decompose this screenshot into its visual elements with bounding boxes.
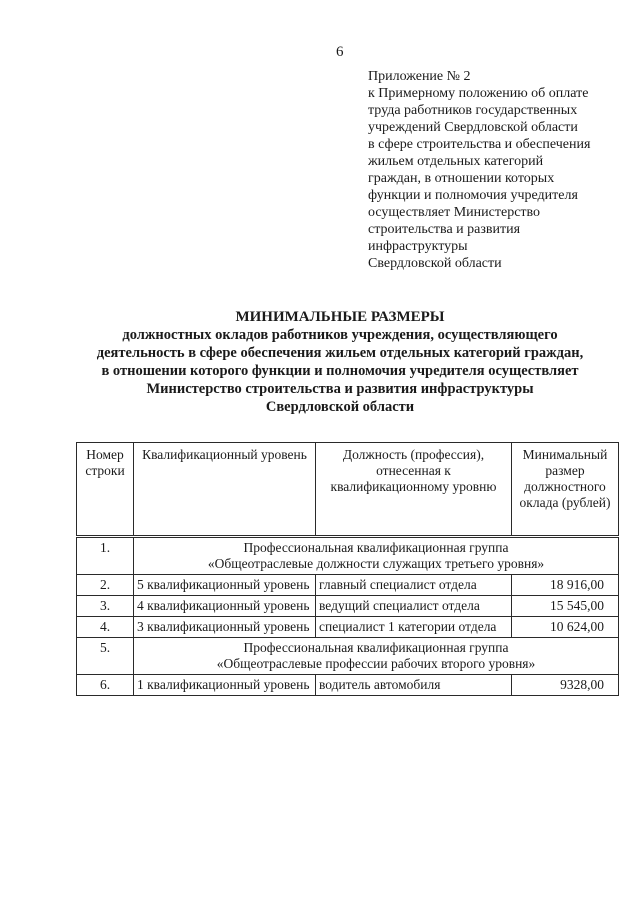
appendix-line: граждан, в отношении которых	[368, 171, 555, 186]
appendix-line: учреждений Свердловской области	[368, 120, 578, 135]
row-level: 3 квалификационный уровень	[134, 617, 316, 638]
appendix-line: Свердловской области	[368, 256, 502, 271]
group-title-line: «Общеотраслевые должности служащих третьего уровня»	[207, 556, 545, 571]
table-row	[77, 675, 619, 696]
title-line: деятельность в сфере обеспечения жильем отдельных категорий граждан,	[96, 345, 584, 361]
group-title	[134, 537, 619, 575]
appendix-line: жильем отдельных категорий	[368, 154, 544, 169]
appendix-line: к Примерному положению об оплате	[368, 86, 589, 101]
row-number: 3.	[77, 596, 134, 617]
appendix-line: осуществляет Министерство	[368, 205, 541, 220]
header-position: Должность (профессия), отнесенная к квалификационному уровню	[316, 443, 512, 537]
appendix-line: труда работников государственных	[368, 103, 578, 118]
document-title	[60, 308, 620, 416]
table-row	[77, 575, 619, 596]
row-level: 5 квалификационный уровень	[134, 575, 316, 596]
appendix-line: инфраструктуры	[368, 239, 468, 254]
page-number: 6	[336, 44, 344, 60]
appendix-line: строительства и развития	[368, 222, 521, 237]
row-number: 1.	[77, 537, 134, 575]
appendix-line: функции и полномочия учредителя	[368, 188, 578, 203]
row-level: 1 квалификационный уровень	[134, 675, 316, 696]
title-line: Министерство строительства и развития инфраструктуры	[146, 381, 534, 397]
row-position: главный специалист отдела	[316, 575, 512, 596]
title-line: Свердловской области	[265, 399, 415, 415]
group-title-line: «Общеотраслевые профессии рабочих второго уровня»	[216, 656, 536, 671]
table-header-row	[77, 443, 619, 537]
row-number: 4.	[77, 617, 134, 638]
row-position: ведущий специалист отдела	[316, 596, 512, 617]
row-salary: 10 624,00	[512, 617, 619, 638]
appendix-block	[368, 68, 638, 272]
row-salary: 18 916,00	[512, 575, 619, 596]
row-number: 6.	[77, 675, 134, 696]
appendix-line: Приложение № 2	[368, 69, 471, 84]
group-title	[134, 638, 619, 675]
title-line: должностных окладов работников учреждения, осуществляющего	[122, 327, 558, 343]
title-main: МИНИМАЛЬНЫЕ РАЗМЕРЫ	[235, 309, 445, 325]
appendix-line: в сфере строительства и обеспечения	[368, 137, 591, 152]
row-position: водитель автомобиля	[316, 675, 512, 696]
row-position: специалист 1 категории отдела	[316, 617, 512, 638]
row-number: 2.	[77, 575, 134, 596]
header-salary: Минимальный размер должностного оклада (рублей)	[512, 443, 619, 537]
header-row-number: Номер строки	[77, 443, 134, 537]
row-salary: 15 545,00	[512, 596, 619, 617]
salary-table	[76, 442, 619, 696]
table-group-row	[77, 638, 619, 675]
table-row	[77, 617, 619, 638]
row-level: 4 квалификационный уровень	[134, 596, 316, 617]
title-line: в отношении которого функции и полномочия учредителя осуществляет	[101, 363, 579, 379]
row-salary: 9328,00	[512, 675, 619, 696]
table-group-row	[77, 537, 619, 575]
header-level: Квалификационный уровень	[134, 443, 316, 537]
table-row	[77, 596, 619, 617]
group-title-line: Профессиональная квалификационная группа	[243, 640, 509, 655]
row-number: 5.	[77, 638, 134, 675]
group-title-line: Профессиональная квалификационная группа	[243, 540, 509, 555]
